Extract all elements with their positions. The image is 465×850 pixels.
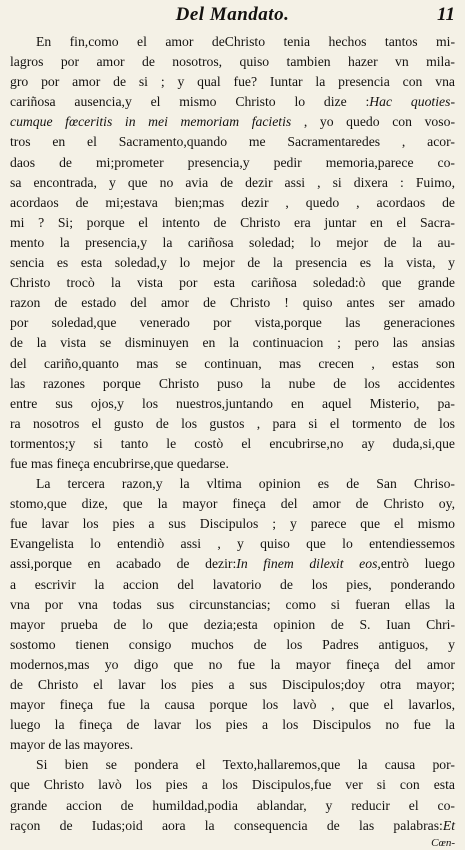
line-text: modernos,mas yo digo que no fue la mayor fineça del amor — [10, 656, 455, 672]
line-text: por soledad,que venerado por vista,porque las generaciones — [10, 315, 455, 331]
line-text: grande accion de humildad,podia ablandar, y reducir el co- — [10, 797, 455, 813]
line-text: ra nosotros el gusto de los gustos , para si el tormento de los — [10, 415, 455, 431]
line-text: fue lavar los pies a sus Discipulos ; y parece que el mismo — [10, 516, 455, 532]
line-text: sa encontrada, y que no avia de dezir assi , si dixera : Fuimo, — [10, 174, 455, 190]
line-text-continued: , yo quedo con voso- — [291, 114, 455, 130]
text-line — [10, 132, 455, 152]
text-line — [10, 72, 455, 92]
text-line — [10, 735, 455, 755]
line-text: las razones porque Christo puso la nube de los accidentes — [10, 375, 455, 391]
text-line — [10, 394, 455, 414]
line-text: de la vista se disminuyen en la continuacion ; pero las ansias — [10, 335, 455, 351]
text-line — [10, 92, 455, 112]
line-text: En fin,como el amor deChristo tenia hechos tantos mi- — [36, 34, 455, 49]
text-line — [10, 695, 455, 715]
line-text: sostomo tienen consigo muchos de los Padres antiguos, y — [10, 636, 455, 652]
latin-quote: Et — [442, 817, 455, 833]
line-text: stomo,que dize, que la mayor fineça del amor de Christo oy, — [10, 496, 455, 512]
line-text: daos de mi;prometer presencia,y pedir memoria,parece co- — [10, 154, 455, 170]
latin-quote: cumque fœceritis in mei memoriam facietis — [10, 114, 292, 130]
page-number: 11 — [437, 4, 455, 25]
latin-quote: In finem dilexit eos — [236, 556, 378, 572]
text-line — [10, 554, 455, 574]
text-line — [10, 575, 455, 595]
text-line — [10, 655, 455, 675]
text-line — [10, 474, 455, 494]
text-line — [10, 293, 455, 313]
line-text-continued: ,entrò luego — [377, 556, 455, 572]
text-line — [10, 52, 455, 72]
text-line — [10, 193, 455, 213]
line-text: luego la fineça de lavar los pies a los Discipulos no fue la — [10, 717, 455, 733]
text-line — [10, 635, 455, 655]
line-text: gro por amor de si ; y qual fue? Iuntar la presencia con vna — [10, 74, 455, 90]
line-text: razon de estado del amor de Christo ! quiso antes ser amado — [10, 295, 455, 311]
body-text — [10, 32, 455, 850]
text-line — [10, 173, 455, 193]
line-text: cariñosa ausencia,y el mismo Christo lo dize : — [10, 94, 370, 110]
text-line — [10, 233, 455, 253]
text-line — [10, 253, 455, 273]
line-text: mayor fineça fue la causa porque los lavò , que el lavarlos, — [10, 697, 455, 713]
line-text: tormentos;y si tanto le costò el encubrirse,no ay duda,si,que — [10, 435, 455, 451]
text-line — [10, 494, 455, 514]
text-line — [10, 675, 455, 695]
catchword: Cœn- — [431, 836, 455, 849]
line-text: mi ? Si; porque el intento de Christo era juntar en el Sacra- — [10, 214, 455, 230]
line-text: del cariño,quanto mas se continuan, mas crecen , estas son — [10, 355, 455, 371]
text-line — [10, 755, 455, 775]
text-line — [10, 715, 455, 735]
line-text: mayor prueba de lo que dezia;esta opinion de S. Iuan Chri- — [10, 616, 455, 632]
text-line — [10, 595, 455, 615]
line-text: a escrivir la accion del lavatorio de los pies, ponderando — [10, 576, 455, 592]
text-line — [10, 333, 455, 353]
text-line — [10, 514, 455, 534]
text-line — [10, 615, 455, 635]
text-line — [10, 454, 455, 474]
text-line — [10, 313, 455, 333]
line-text: Si bien se pondera el Texto,hallaremos,que la causa por- — [36, 757, 455, 773]
text-line — [10, 796, 455, 816]
line-text: que Christo lavò los pies a los Discipulos,fue ver si con esta — [10, 777, 455, 793]
line-text: tros en el Sacramento,quando me Sacramentaredes , acor- — [10, 134, 455, 150]
text-line — [10, 273, 455, 293]
text-line — [10, 434, 455, 454]
text-line — [10, 534, 455, 554]
text-line — [10, 414, 455, 434]
text-line — [10, 112, 455, 132]
line-text: raçon de Iudas;oid aora la consequencia de las palabras: — [10, 817, 443, 833]
text-line — [10, 32, 455, 52]
line-text: entre sus ojos,y los nuestros,juntando en aquel Misterio, pa- — [10, 395, 455, 411]
text-line — [10, 354, 455, 374]
line-text: Christo trocò la vista por esta cariñosa soledad:ò que grande — [10, 275, 455, 291]
text-line — [10, 153, 455, 173]
line-text: fue mas fineça encubrirse,que quedarse. — [10, 455, 229, 471]
text-line — [10, 213, 455, 233]
text-line — [10, 374, 455, 394]
line-text: mento la presencia,y la cariñosa soledad; lo mejor de la au- — [10, 234, 455, 250]
latin-quote: Hac quoties- — [369, 94, 455, 110]
line-text: sencia es esta soledad,y lo mejor de la presencia es la vista, y — [10, 255, 455, 271]
page-header — [0, 0, 465, 30]
line-text: La tercera razon,y la vltima opinion es de San Chriso- — [36, 476, 455, 492]
line-text: assi,porque en acabado de dezir: — [10, 556, 237, 572]
line-text: lagros por amor de nosotros, quiso tambien hazer vn mila- — [10, 54, 455, 70]
text-line — [10, 816, 455, 836]
line-text: mayor de las mayores. — [10, 737, 134, 753]
text-line — [10, 775, 455, 795]
line-text: Evangelista lo entendiò assi , y quiso que lo entendiessemos — [10, 536, 455, 552]
line-text: vna por vna todas sus circunstancias; como si fueran ellas la — [10, 596, 455, 612]
line-text: de Christo el lavar los pies a sus Discipulos;doy otra mayor; — [10, 677, 455, 692]
line-text: acordaos de mi;estava bien;mas dezir , quedo , acordaos de — [10, 194, 455, 210]
running-title: Del Mandato. — [175, 4, 290, 25]
